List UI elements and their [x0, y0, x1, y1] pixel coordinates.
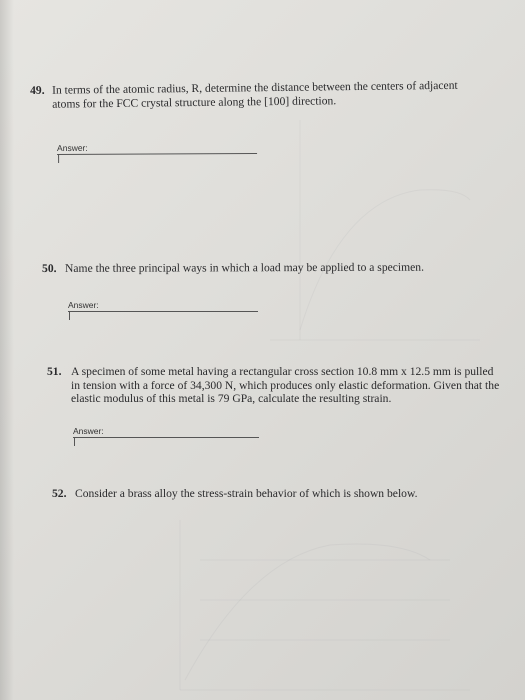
question-text: In terms of the atomic radius, R, determine the distance between the centers of adjacent atoms for the FCC crystal structure along the [100] direction. [51, 78, 458, 111]
answer-cursor [58, 154, 59, 163]
answer-label: Answer: [57, 142, 88, 153]
question-number: 52. [52, 487, 67, 500]
question-number: 49. [30, 83, 45, 97]
answer-line [57, 153, 257, 155]
answer-label: Answer: [73, 426, 104, 436]
question-text: Name the three principal ways in which a load may be applied to a specimen. [64, 260, 425, 275]
answer-line [68, 311, 258, 312]
answer-line [73, 437, 259, 438]
question-text: A specimen of some metal having a rectangular cross section 10.8 mm x 12.5 mm is pulled in tension with a force of 34,300 N, which produces only elastic deformation. Given that the elastic modulus of this metal is 79 GPa, calculate the resulting strain. [71, 365, 500, 405]
page-shadow [0, 0, 14, 700]
answer-label: Answer: [68, 300, 99, 310]
question-number: 50. [42, 261, 57, 275]
question-number: 51. [47, 365, 62, 378]
answer-cursor [69, 311, 70, 320]
question-text: Consider a brass alloy the stress-strain behavior of which is shown below. [75, 487, 418, 500]
answer-cursor [74, 437, 75, 446]
